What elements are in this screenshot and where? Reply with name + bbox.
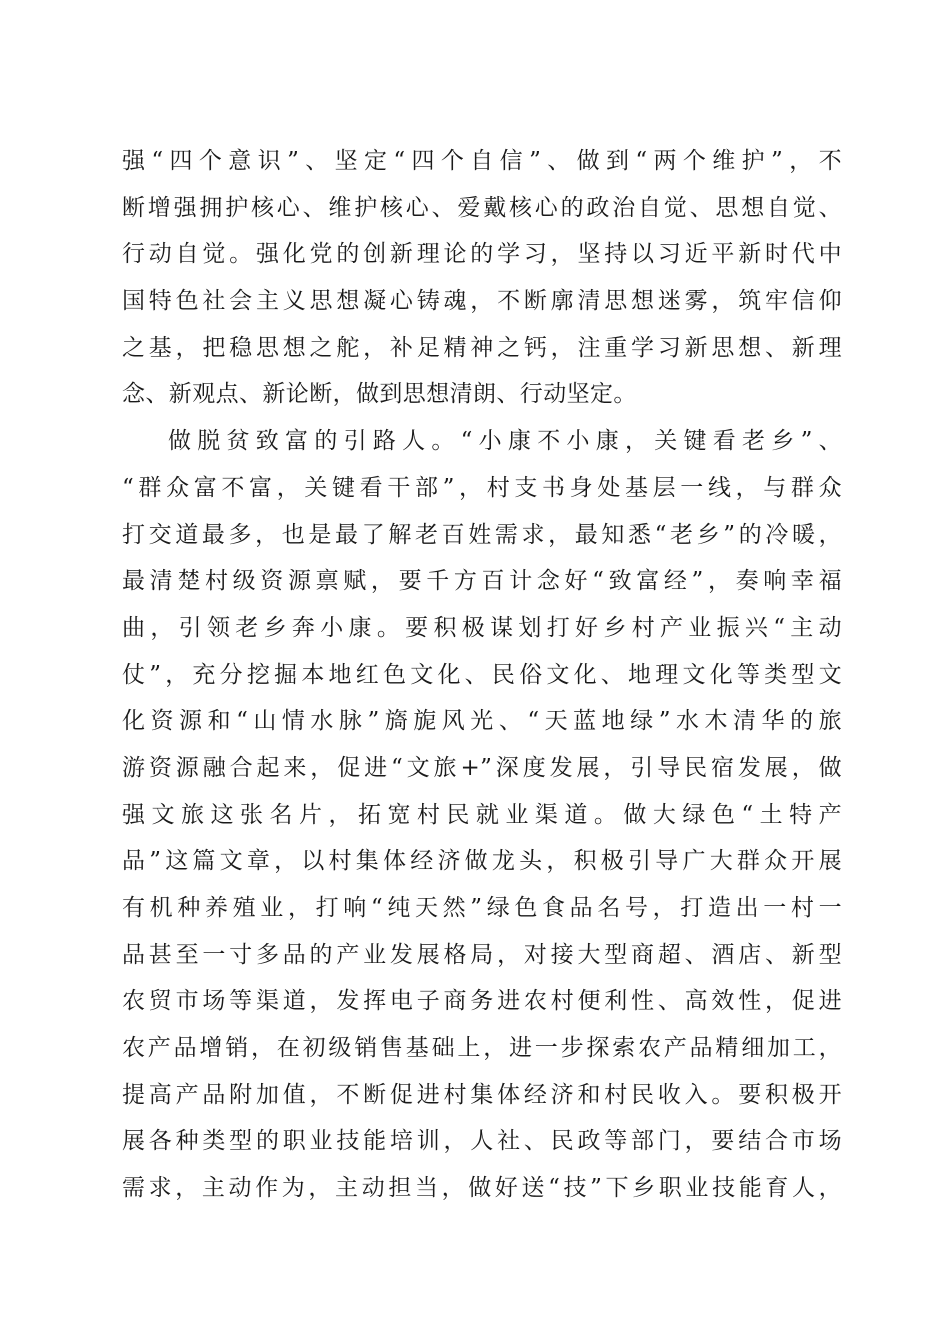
paragraph-2-line: 曲，引领老乡奔小康。要积极谋划打好乡村产业振兴“主动 [122, 614, 842, 641]
paragraph-2-line: 化资源和“山情水脉”旖旎风光、“天蓝地绿”水木清华的旅 [122, 708, 842, 735]
paragraph-2-line: 提高产品附加值，不断促进村集体经济和村民收入。要积极开 [122, 1081, 842, 1108]
paragraph-1-line: 行动自觉。强化党的创新理论的学习，坚持以习近平新时代中 [122, 241, 842, 268]
paragraph-2-line: 品甚至一寸多品的产业发展格局，对接大型商超、酒店、新型 [122, 941, 842, 968]
paragraph-1 [122, 138, 842, 418]
paragraph-1-line: 断增强拥护核心、维护核心、爱戴核心的政治自觉、思想自觉、 [122, 194, 842, 221]
paragraph-2-line: “群众富不富，关键看干部”，村支书身处基层一线，与群众 [122, 474, 842, 501]
paragraph-2 [122, 418, 842, 1212]
paragraph-2-line: 农产品增销，在初级销售基础上，进一步探索农产品精细加工， [122, 1035, 842, 1062]
paragraph-2-line: 仗”，充分挖掘本地红色文化、民俗文化、地理文化等类型文 [122, 661, 842, 688]
document-body [122, 138, 842, 1212]
paragraph-2-line: 农贸市场等渠道，发挥电子商务进农村便利性、高效性，促进 [122, 988, 842, 1015]
paragraph-2-line: 强文旅这张名片，拓宽村民就业渠道。做大绿色“土特产 [122, 801, 842, 828]
paragraph-1-line: 之基，把稳思想之舵，补足精神之钙，注重学习新思想、新理 [122, 334, 842, 361]
paragraph-1-line: 国特色社会主义思想凝心铸魂，不断廓清思想迷雾，筑牢信仰 [122, 288, 842, 315]
paragraph-2-line: 需求，主动作为，主动担当，做好送“技”下乡职业技能育人， [122, 1175, 842, 1202]
paragraph-1-line: 强“四个意识”、坚定“四个自信”、做到“两个维护”，不 [122, 148, 842, 174]
paragraph-2-line: 品”这篇文章，以村集体经济做龙头，积极引导广大群众开展 [122, 848, 842, 875]
paragraph-2-line: 做脱贫致富的引路人。“小康不小康，关键看老乡”、 [168, 428, 842, 455]
paragraph-2-line: 游资源融合起来，促进“文旅+”深度发展，引导民宿发展，做 [122, 754, 842, 781]
paragraph-2-line: 展各种类型的职业技能培训，人社、民政等部门，要结合市场 [122, 1128, 842, 1155]
paragraph-2-line: 有机种养殖业，打响“纯天然”绿色食品名号，打造出一村一 [122, 895, 842, 921]
paragraph-2-line: 最清楚村级资源禀赋，要千方百计念好“致富经”，奏响幸福 [122, 568, 842, 595]
paragraph-2-line: 打交道最多，也是最了解老百姓需求，最知悉“老乡”的冷暖， [122, 521, 842, 548]
paragraph-1-line: 念、新观点、新论断，做到思想清朗、行动坚定。 [122, 381, 637, 408]
